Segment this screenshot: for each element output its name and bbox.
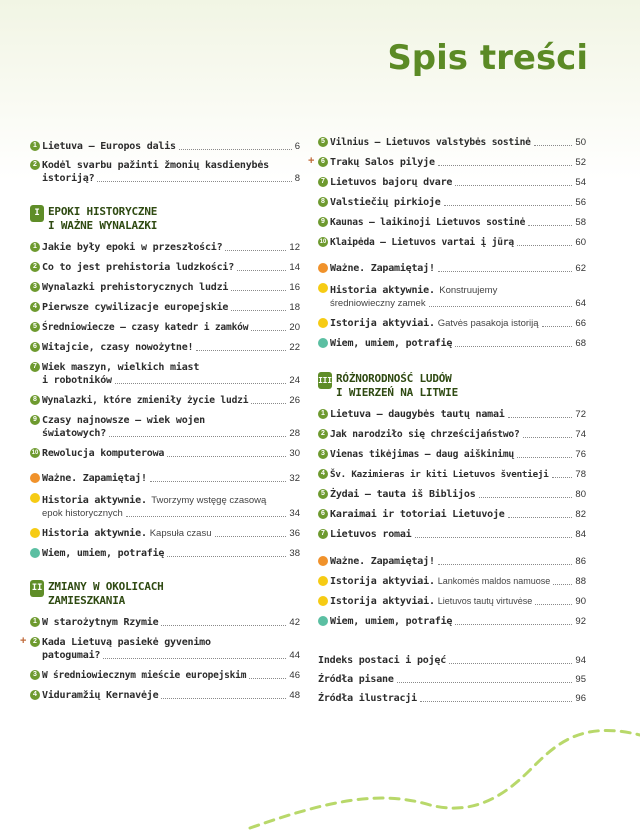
chapter-number-badge: 7 [318,529,328,539]
chapter-number-badge: 2 [30,262,40,272]
toc-page-number: 38 [289,548,300,559]
section-number-badge: I [30,205,44,222]
chapter-number-badge: 3 [30,670,40,680]
toc-entry-title: W starożytnym Rzymie [42,617,159,628]
toc-page-number: 66 [575,318,586,329]
toc-page-number: 82 [575,509,586,520]
toc-entry-title: Šv. Kazimieras ir kiti Lietuvos šventieji [330,469,549,480]
toc-entry-title: Jak narodziło się chrześcijaństwo? [330,429,520,440]
toc-entry-title: Vilnius — Lietuvos valstybės sostinė [330,137,531,148]
toc-entry-title: Klaipėda — Lietuvos vartai į jūrą [330,237,515,248]
section-title-line1: ZMIANY W OKOLICACH [48,580,164,593]
section-title-line1: RÓŻNORODNOŚĆ LUDÓW [336,372,452,385]
toc-page-number: 30 [289,448,300,459]
toc-entry-title: Żydai — tauta iš Biblijos [330,489,476,500]
toc-entry-title-line1: Kada Lietuvą pasiekė gyvenimo [42,637,211,648]
toc-page-number: 20 [289,322,300,333]
chapter-number-badge: 6 [318,157,328,167]
toc-entry-title: Karaimai ir totoriai Lietuvoje [330,509,505,520]
chapter-number-badge: 1 [318,409,328,419]
toc-page-number: 6 [294,141,300,152]
chapter-number-badge: 8 [30,395,40,405]
toc-entry-title: Lietuva — Europos dalis [42,141,176,152]
chapter-number-badge: 5 [318,137,328,147]
chapter-number-badge: 2 [318,429,328,439]
toc-entry-subtitle-line2: średniowieczny zamek [330,298,426,309]
toc-page-number: 24 [289,375,300,386]
toc-entry-title: Historia aktywnie. [330,285,435,296]
toc-entry-subtitle-line1: Konstruujemy [439,285,498,296]
toc-entry-title: Historia aktywnie. [42,495,147,506]
plus-icon: + [20,635,27,647]
chapter-number-badge: 9 [318,217,328,227]
toc-page-number: 78 [575,469,586,480]
toc-page-number: 16 [289,282,300,293]
toc-page-number: 94 [575,655,586,666]
toc-entry-title: Vienas tikėjimas — daug aiškinimų [330,449,515,460]
toc-entry-title-line2: istoriją? [42,173,95,184]
toc-entry-title: Valstiečių pirkioje [330,197,441,208]
toc-page-number: 64 [575,298,586,309]
toc-page-number: 54 [575,177,586,188]
chapter-number-badge: 2 [30,160,40,170]
toc-entry-title-line2: i robotników [42,375,112,386]
chapter-number-badge: 4 [30,302,40,312]
toc-entry-title: Źródła ilustracji [318,693,417,704]
toc-entry-subtitle: Lietuvos tautų virtuvėse [437,596,533,606]
toc-entry-title: W średniowiecznym mieście europejskim [42,670,247,681]
chapter-number-badge: 3 [30,282,40,292]
toc-page-number: 32 [289,473,300,484]
toc-entry-title: Lietuvos romai [330,529,412,540]
toc-page-number: 46 [289,670,300,681]
section-number-badge: II [30,580,44,597]
toc-entry-title: Ważne. Zapamiętaj! [330,556,435,567]
toc-entry-title: Co to jest prehistoria ludzkości? [42,262,235,273]
chapter-number-badge: 1 [30,242,40,252]
section-title-line2: ZAMIESZKANIA [48,594,126,607]
toc-entry-title: Indeks postaci i pojęć [318,655,447,666]
chapter-number-badge: 6 [30,342,40,352]
toc-entry-title: Trakų Salos pilyje [330,157,435,168]
toc-page-number: 96 [575,693,586,704]
page-title: Spis treści [387,38,588,78]
toc-entry-title: Źródła pisane [318,674,394,685]
toc-page-number: 22 [289,342,300,353]
toc-entry-title-line1: Kodėl svarbu pažinti žmonių kasdienybės [42,160,269,171]
toc-page-number: 90 [575,596,586,607]
toc-entry-title-line2: światowych? [42,428,107,439]
toc-entry-title: Viduramžių Kernavėje [42,690,159,701]
toc-page-number: 50 [575,137,586,148]
toc-page-number: 95 [575,674,586,685]
chapter-number-badge: 6 [318,509,328,519]
toc-entry-title: Pierwsze cywilizacje europejskie [42,302,229,313]
toc-entry-subtitle: Kapsuła czasu [149,528,212,539]
toc-entry-title: Wiem, umiem, potrafię [330,338,453,349]
toc-entry-title: Wynalazki prehistorycznych ludzi [42,282,229,293]
toc-page-number: 8 [294,173,300,184]
toc-page-number: 88 [575,576,586,587]
toc-entry-title: Istorija aktyviai. [330,576,435,587]
toc-page-number: 62 [575,263,586,274]
toc-page-number: 68 [575,338,586,349]
chapter-number-badge: 4 [30,690,40,700]
toc-entry-subtitle-line2: epok historycznych [42,508,123,519]
toc-page-number: 74 [575,429,586,440]
toc-page-number: 36 [289,528,300,539]
toc-page-number: 72 [575,409,586,420]
chapter-number-badge: 10 [31,450,39,456]
toc-page-number: 26 [289,395,300,406]
toc-entry-title: Kaunas — laikinoji Lietuvos sostinė [330,217,526,228]
toc-page-number: 92 [575,616,586,627]
chapter-number-badge: 9 [30,415,40,425]
toc-page-number: 42 [289,617,300,628]
toc-entry-title: Ważne. Zapamiętaj! [42,473,147,484]
toc-page-number: 60 [575,237,586,248]
toc-entry-title-line1: Czasy najnowsze — wiek wojen [42,415,205,426]
chapter-number-badge: 10 [319,239,327,245]
toc-entry-subtitle: Lankomės maldos namuose [437,576,551,586]
chapter-number-badge: 8 [318,197,328,207]
chapter-number-badge: 2 [30,637,40,647]
toc-entry-title-line2: patogumai? [42,650,101,661]
toc-page-number: 12 [289,242,300,253]
chapter-number-badge: 5 [30,322,40,332]
chapter-number-badge: 7 [30,362,40,372]
toc-entry-title: Jakie były epoki w przeszłości? [42,242,223,253]
toc-entry-subtitle-line1: Tworzymy wstęgę czasową [151,495,267,506]
toc-page-number: 14 [289,262,300,273]
section-number-badge: III [318,372,332,389]
section-title-line2: I WAŻNE WYNALAZKI [48,219,158,232]
toc-page-number: 48 [289,690,300,701]
toc-page-number: 56 [575,197,586,208]
toc-entry-subtitle: Gatvės pasakoja istoriją [437,318,539,329]
toc-entry-title: Ważne. Zapamiętaj! [330,263,435,274]
toc-entry-title: Wynalazki, które zmieniły życie ludzi [42,395,249,406]
section-title-line1: EPOKI HISTORYCZNE [48,205,158,218]
chapter-number-badge: 1 [30,617,40,627]
toc-entry-title: Wiem, umiem, potrafię [330,616,453,627]
toc-page-number: 84 [575,529,586,540]
toc-entry-title: Lietuvos bajorų dvare [330,177,453,188]
plus-icon: + [308,155,315,167]
toc-entry-title-line1: Wiek maszyn, wielkich miast [42,362,200,373]
toc-entry-title: Rewolucja komputerowa [42,448,165,459]
toc-page-number: 28 [289,428,300,439]
chapter-number-badge: 3 [318,449,328,459]
section-title-line2: I WIERZEŃ NA LITWIE [336,386,459,399]
chapter-number-badge: 4 [318,469,328,479]
chapter-number-badge: 5 [318,489,328,499]
toc-page-number: 86 [575,556,586,567]
toc-entry-title: Istorija aktyviai. [330,596,435,607]
toc-entry-title: Witajcie, czasy nowożytne! [42,342,194,353]
chapter-number-badge: 1 [30,141,40,151]
toc-page-number: 76 [575,449,586,460]
toc-page-number: 80 [575,489,586,500]
toc-entry-title: Lietuva — daugybės tautų namai [330,409,505,420]
chapter-number-badge: 7 [318,177,328,187]
toc-page-number: 34 [289,508,300,519]
toc-page-number: 58 [575,217,586,228]
toc-entry-title: Istorija aktyviai. [330,318,435,329]
toc-entry-title: Wiem, umiem, potrafię [42,548,165,559]
toc-entry-title: Średniowiecze — czasy katedr i zamków [42,322,249,333]
toc-entry-title: Historia aktywnie. [42,528,147,539]
toc-page-number: 52 [575,157,586,168]
toc-page-number: 18 [289,302,300,313]
toc-page-number: 44 [289,650,300,661]
